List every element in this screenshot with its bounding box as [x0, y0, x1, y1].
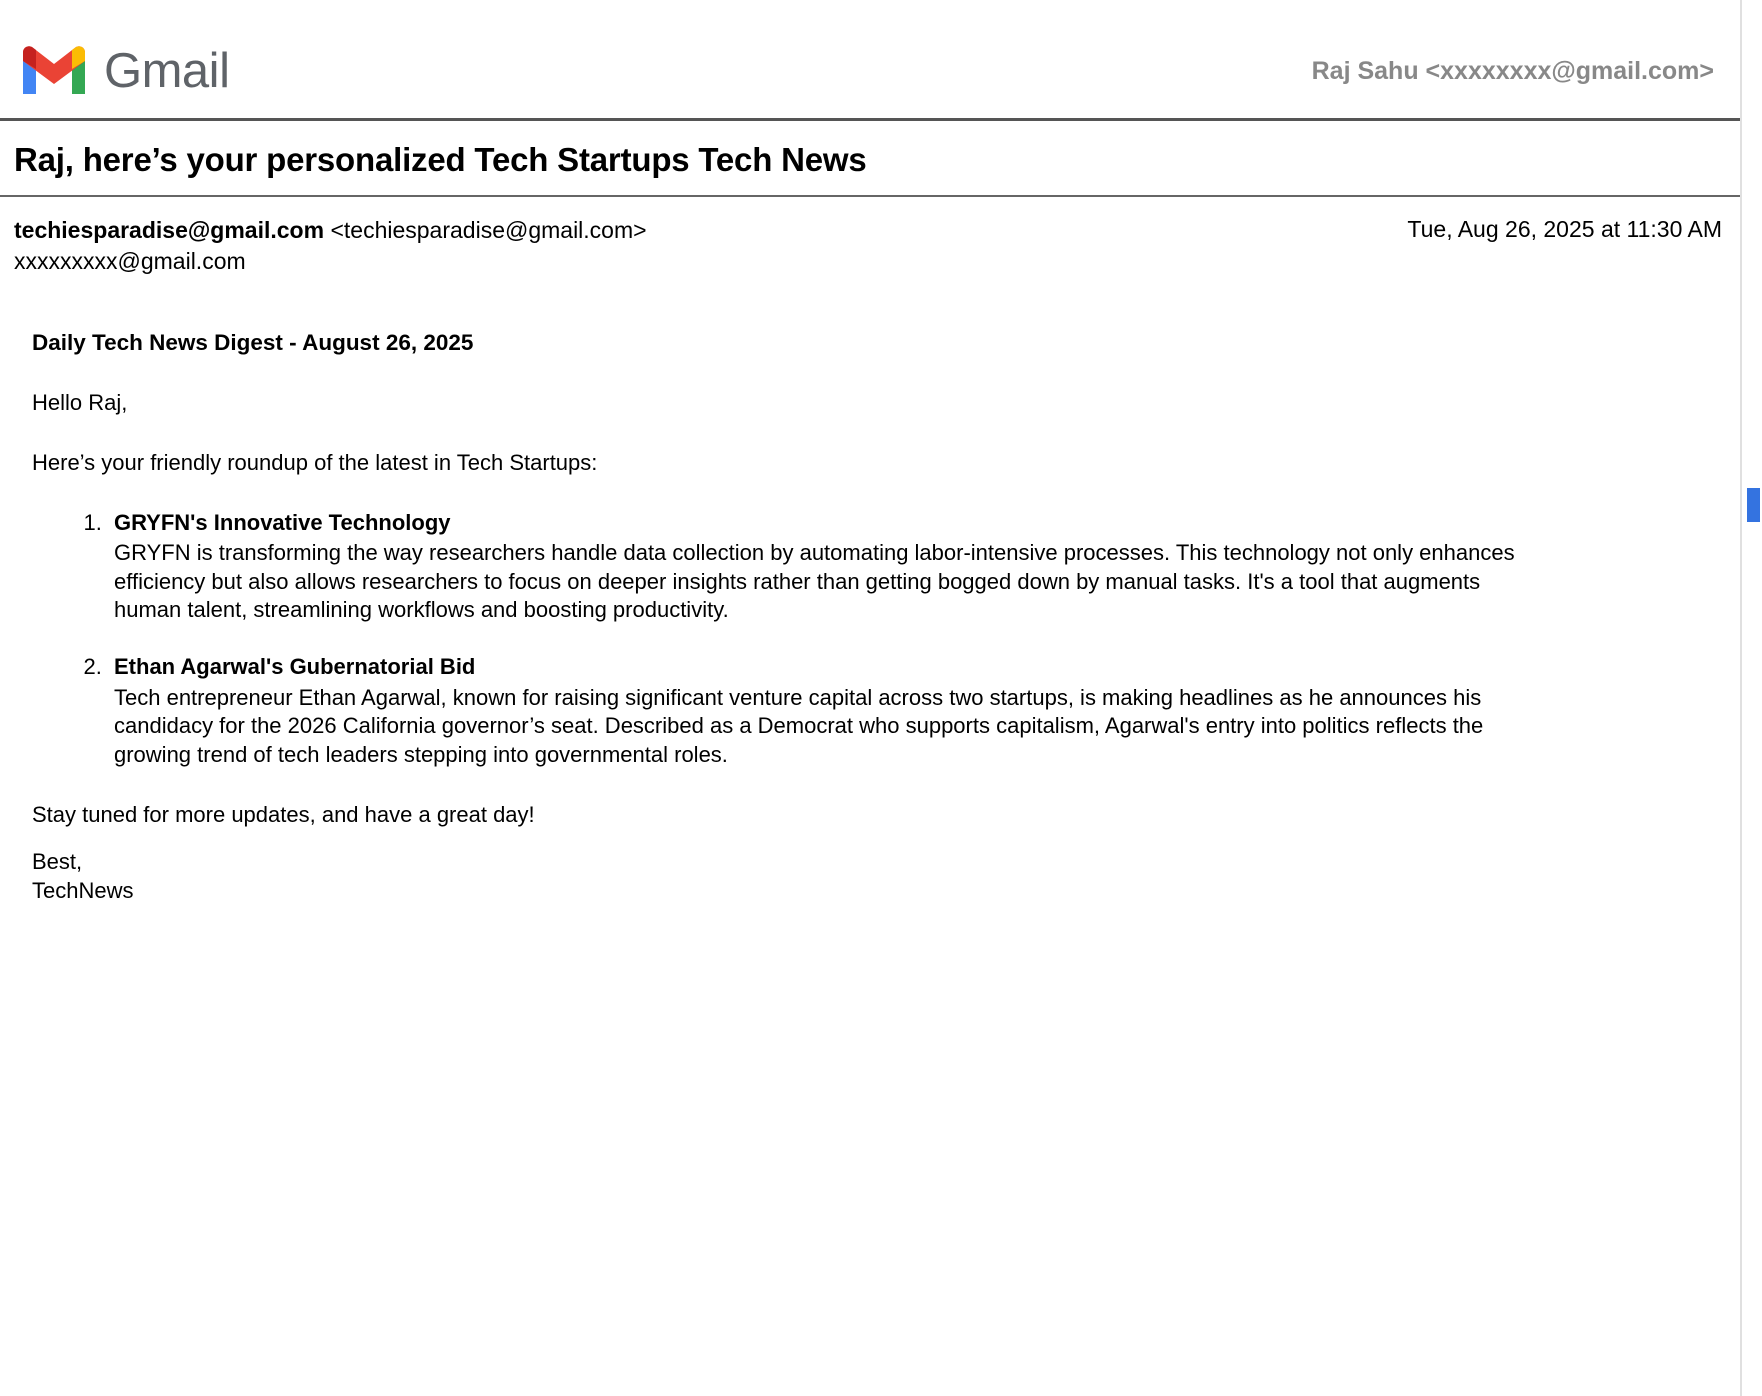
recipient-address[interactable]: xxxxxxxxx@gmail.com: [14, 247, 246, 274]
sender-name[interactable]: techiesparadise@gmail.com: [14, 217, 325, 243]
news-item-title: 2. Ethan Agarwal's Gubernatorial Bid: [114, 653, 476, 679]
gmail-wordmark: Gmail: [104, 43, 230, 98]
list-item: [108, 509, 1710, 625]
gmail-m-icon: [18, 44, 90, 98]
news-item-title: 1. GRYFN's Innovative Technology: [114, 509, 451, 535]
vertical-scrollbar[interactable]: [1740, 0, 1762, 1396]
signoff-line-1: Best,: [32, 848, 83, 874]
sender-address[interactable]: <techiesparadise@gmail.com>: [330, 217, 647, 243]
list-item: [108, 653, 1710, 769]
email-meta: [0, 197, 1740, 276]
greeting-text: Hello Raj,: [32, 390, 128, 416]
news-item-list: [32, 509, 1710, 770]
email-body: [0, 276, 1740, 905]
digest-title: Daily Tech News Digest - August 26, 2025: [32, 330, 474, 356]
header-bar: [0, 0, 1740, 112]
email-subject: Raj, here’s your personalized Tech Startups Tech News: [14, 141, 867, 178]
intro-text: Here’s your friendly roundup of the latest in Tech Startups:: [32, 450, 598, 475]
email-date: Tue, Aug 26, 2025 at 11:30 AM: [1407, 216, 1722, 242]
scrollbar-thumb[interactable]: [1747, 488, 1760, 522]
account-label[interactable]: Raj Sahu <xxxxxxxx@gmail.com>: [1311, 56, 1714, 85]
signoff-line-2: TechNews: [32, 877, 134, 903]
gmail-brand: [18, 44, 229, 98]
closing-text: Stay tuned for more updates, and have a great day!: [32, 802, 535, 828]
news-item-text: GRYFN is transforming the way researchers handle data collection by automating labor-intensive processes. This technology not only enhances efficiency but also allows researchers to focus on deeper insights rather than getting bogged down by manual tasks. It's a tool that augments human talent, streamlining workflows and boosting productivity.: [114, 540, 1515, 623]
news-item-text: Tech entrepreneur Ethan Agarwal, known for raising significant venture capital across two startups, is making headlines as he announces his candidacy for the 2026 California governor’s seat. Described as a Democrat who supports capitalism, Agarwal's entry into politics reflects the growing trend of tech leaders stepping into governmental roles.: [114, 684, 1484, 767]
sender-block: [14, 215, 647, 276]
